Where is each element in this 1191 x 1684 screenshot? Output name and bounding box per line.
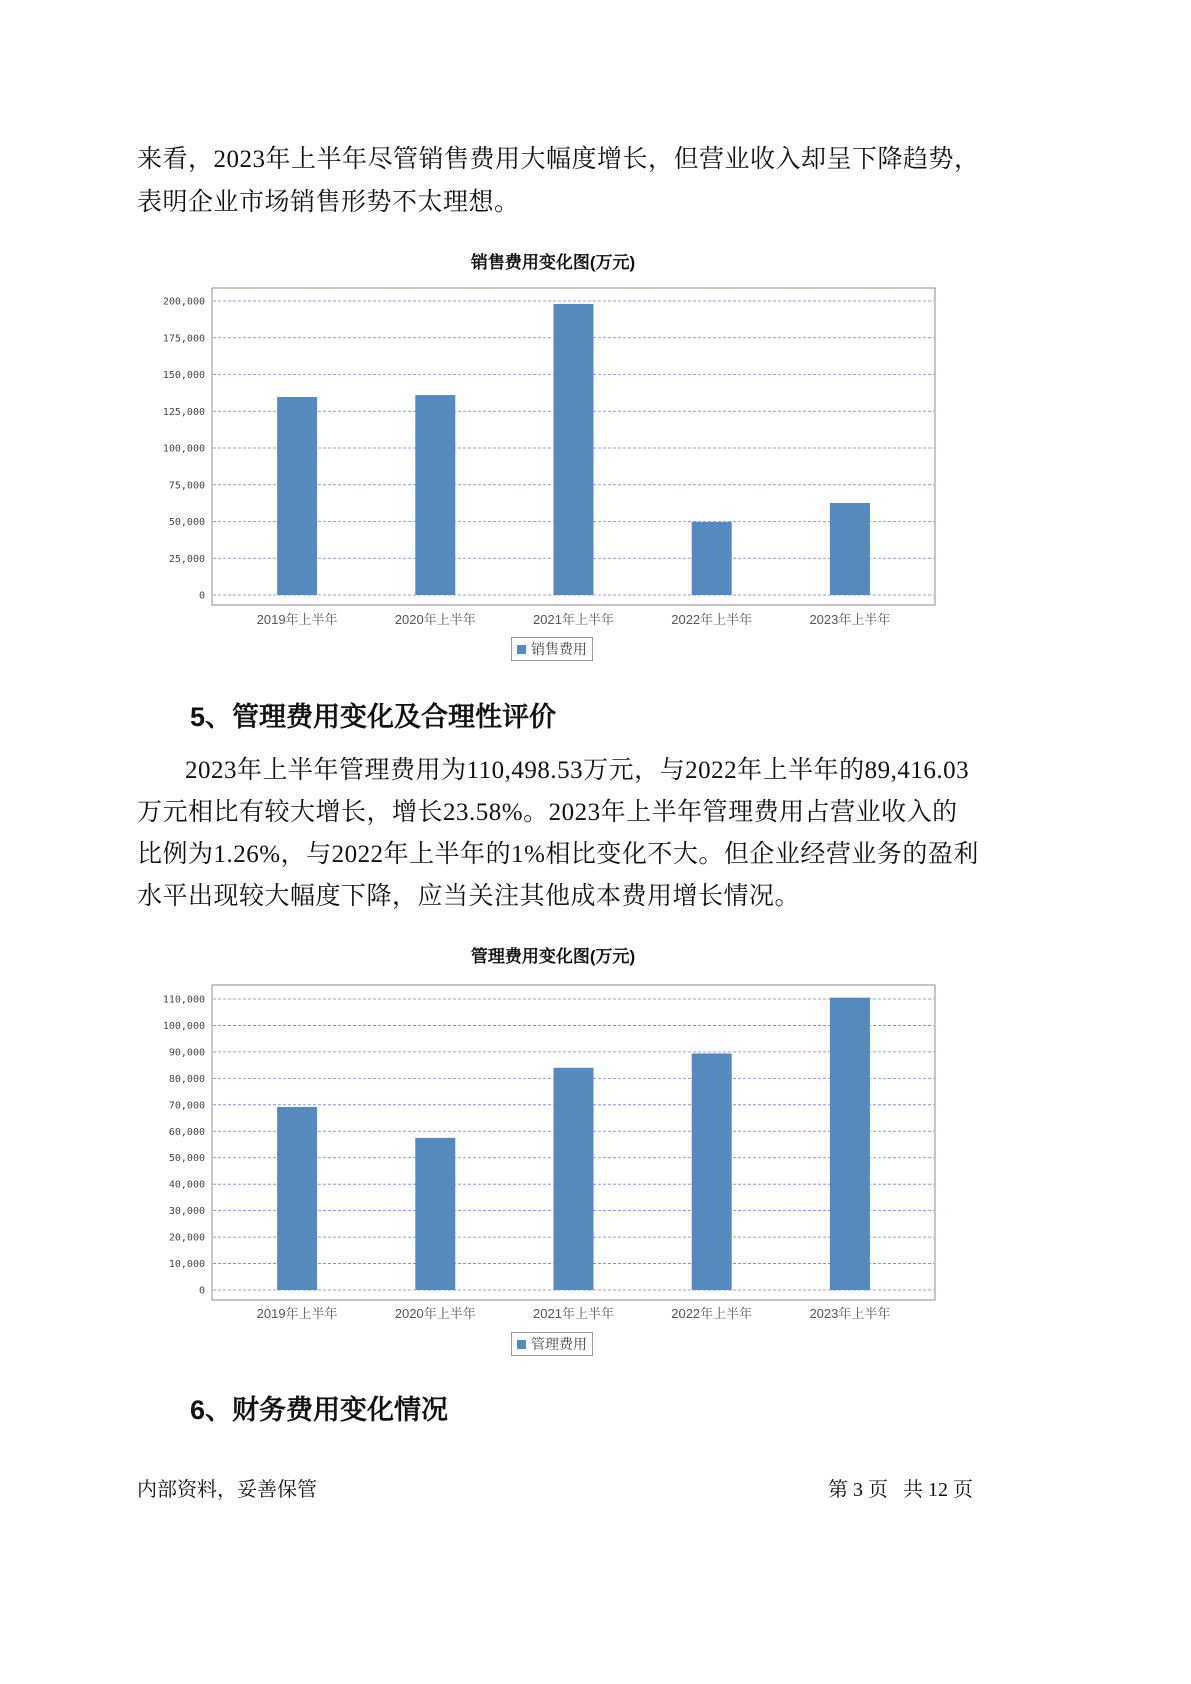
sales-y-tick-label: 125,000 — [162, 406, 205, 418]
admin-y-tick-label: 10,000 — [168, 1259, 205, 1271]
footer-confidential-note: 内部资料，妥善保管 — [137, 1479, 317, 1501]
sales-y-tick-label: 150,000 — [162, 370, 205, 381]
intro-paragraph — [137, 138, 980, 224]
sales-y-tick-label: 175,000 — [162, 333, 205, 345]
admin-bar-1 — [415, 1138, 455, 1290]
admin-chart-title: 管理费用变化图(万元) — [470, 947, 636, 966]
intro-line: 表明企业市场销售形势不太理想。 — [137, 189, 520, 216]
legend-label: 销售费用 — [531, 641, 587, 657]
sales-bar-1 — [415, 395, 455, 595]
sales-bar-3 — [692, 522, 732, 595]
sales-y-tick-label: 0 — [198, 590, 205, 602]
admin-y-tick-label: 60,000 — [168, 1126, 205, 1138]
sales-x-tick-label: 2023年上半年 — [809, 612, 891, 627]
admin-x-tick-label: 2019年上半年 — [256, 1306, 338, 1321]
sales-y-tick-label: 200,000 — [162, 296, 205, 308]
sales-y-tick-label: 75,000 — [168, 480, 205, 492]
section-5-line: 水平出现较大幅度下降，应当关注其他成本费用增长情况。 — [137, 883, 801, 910]
admin-chart-legend — [511, 1332, 593, 1356]
sales-x-tick-label: 2019年上半年 — [256, 612, 338, 627]
admin-bar-3 — [692, 1053, 732, 1290]
admin-y-tick-label: 90,000 — [168, 1047, 205, 1059]
sales-x-tick-label: 2020年上半年 — [394, 612, 476, 627]
admin-y-tick-label: 30,000 — [168, 1206, 205, 1218]
sales-x-tick-label: 2021年上半年 — [533, 612, 614, 627]
legend-label: 管理费用 — [531, 1336, 587, 1352]
sales-bar-0 — [277, 397, 317, 595]
admin-y-tick-label: 0 — [198, 1285, 205, 1297]
admin-x-tick-label: 2023年上半年 — [809, 1306, 891, 1321]
section-5-heading: 5、管理费用变化及合理性评价 — [190, 702, 557, 732]
sales-chart-legend — [511, 637, 593, 661]
section-5-line: 比例为1.26%，与2022年上半年的1%相比变化不大。但企业经营业务的盈利 — [137, 841, 979, 868]
sales-y-tick-label: 25,000 — [168, 553, 205, 565]
admin-y-tick-label: 80,000 — [168, 1073, 205, 1085]
section-5-line: 2023年上半年管理费用为110,498.53万元，与2022年上半年的89,416.03 — [185, 757, 970, 784]
admin-y-tick-label: 50,000 — [168, 1153, 205, 1165]
admin-expense-bar-chart — [0, 975, 1191, 1335]
section-5-line: 万元相比有较大增长，增长23.58%。2023年上半年管理费用占营业收入的 — [137, 799, 958, 826]
section-5-paragraph — [137, 750, 979, 918]
admin-y-tick-label: 70,000 — [168, 1100, 205, 1112]
sales-expense-bar-chart — [0, 280, 1191, 640]
sales-y-tick-label: 50,000 — [168, 517, 205, 528]
footer-page-number: 第 3 页 共 12 页 — [828, 1479, 973, 1501]
admin-y-tick-label: 40,000 — [168, 1179, 205, 1191]
admin-x-tick-label: 2020年上半年 — [394, 1306, 476, 1321]
intro-line: 来看，2023年上半年尽管销售费用大幅度增长，但营业收入却呈下降趋势， — [137, 146, 980, 173]
sales-bar-4 — [830, 503, 870, 595]
sales-x-tick-label: 2022年上半年 — [671, 612, 753, 627]
admin-y-tick-label: 110,000 — [162, 994, 205, 1006]
admin-bar-4 — [830, 998, 870, 1290]
sales-chart-title: 销售费用变化图(万元) — [470, 253, 636, 272]
admin-x-tick-label: 2021年上半年 — [533, 1306, 614, 1321]
section-6-heading: 6、财务费用变化情况 — [190, 1395, 449, 1425]
admin-bar-0 — [277, 1107, 317, 1290]
admin-y-tick-label: 100,000 — [162, 1020, 205, 1032]
legend-swatch-icon — [517, 1340, 526, 1349]
admin-y-tick-label: 20,000 — [168, 1232, 205, 1244]
sales-y-tick-label: 100,000 — [162, 443, 205, 455]
sales-bar-2 — [554, 304, 594, 595]
legend-swatch-icon — [517, 645, 526, 654]
admin-bar-2 — [554, 1068, 594, 1290]
admin-x-tick-label: 2022年上半年 — [671, 1306, 753, 1321]
